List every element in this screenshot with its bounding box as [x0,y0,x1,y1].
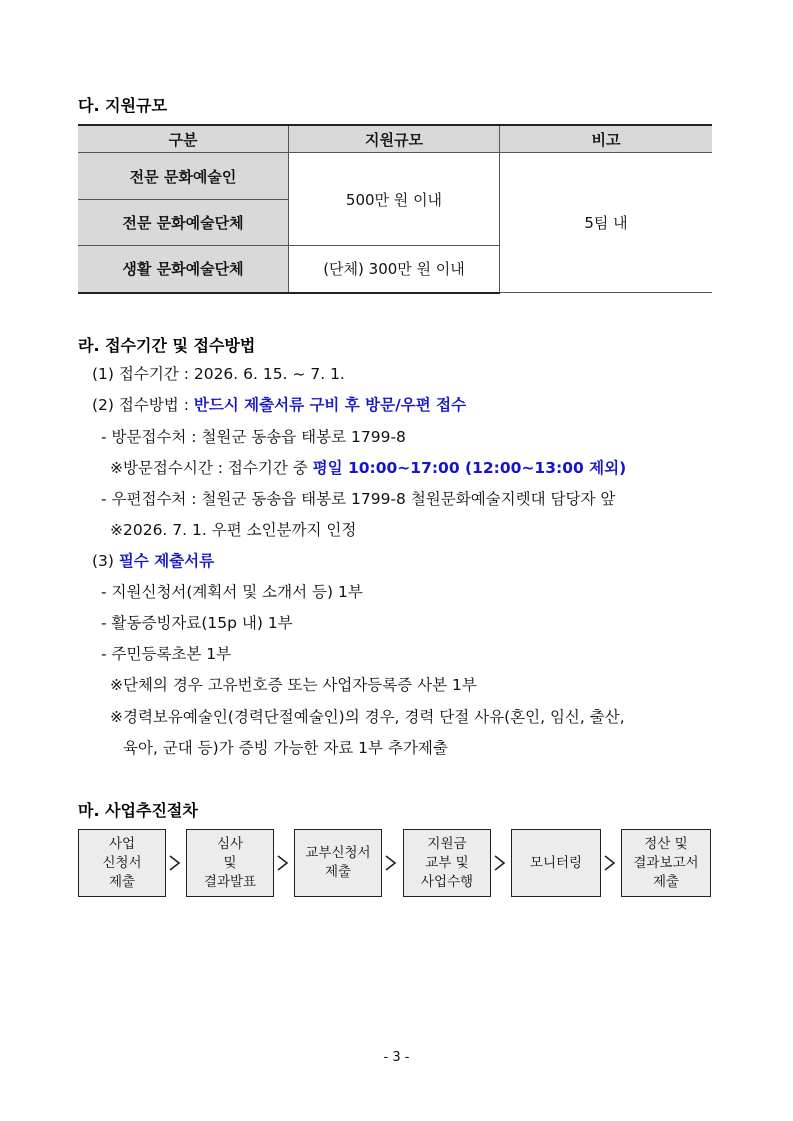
section-title-procedure: 마. 사업추진절차 [78,801,198,820]
category-cell: 전문 문화예술단체 [78,200,289,246]
table-header-row [78,125,712,153]
flow-step [511,829,601,897]
flow-step-label: 교부신청서 제출 [305,845,371,880]
application-period: (1) 접수기간 : 2026. 6. 15. ~ 7. 1. [92,365,345,383]
flow-step-label: 사업 신청서 제출 [102,835,142,890]
doc-note: ※단체의 경우 고유번호증 또는 사업자등록증 사본 1부 [110,676,477,694]
required-docs-heading [92,551,214,571]
mail-place: - 우편접수처 : 철원군 동송읍 태봉로 1799-8 철원문화예술지렛대 담당자 앞 [101,490,616,508]
section-title-support-scale: 다. 지원규모 [78,96,167,115]
chevron-right-icon [384,854,398,872]
required-docs-number: (3) [92,552,119,570]
visit-hours-label: ※방문접수시간 : 접수기간 중 [110,459,313,477]
doc-item: - 지원신청서(계획서 및 소개서 등) 1부 [101,583,363,601]
visit-place: - 방문접수처 : 철원군 동송읍 태봉로 1799-8 [101,428,406,446]
support-scale-table [78,124,712,294]
doc-item: - 활동증빙자료(15p 내) 1부 [101,614,293,632]
flow-step [78,829,166,897]
table-header-category: 구분 [78,125,289,153]
chevron-right-icon [493,854,507,872]
doc-note-continued: 육아, 군대 등)가 증빙 가능한 자료 1부 추가제출 [123,739,448,757]
application-method [92,395,466,415]
flow-step [621,829,711,897]
flow-step-label: 심사 및 결과발표 [203,835,257,890]
visit-hours [110,458,626,478]
application-method-label: (2) 접수방법 : [92,396,194,414]
table-header-amount: 지원규모 [289,125,500,153]
flow-step [403,829,491,897]
flow-step-label: 지원금 교부 및 사업수행 [420,835,474,890]
page-number: - 3 - [383,1050,410,1065]
chevron-right-icon [603,854,617,872]
doc-item: - 주민등록초본 1부 [101,645,232,663]
doc-note: ※경력보유예술인(경력단절예술인)의 경우, 경력 단절 사유(혼인, 임신, 출산, [110,708,625,726]
required-docs-highlight: 필수 제출서류 [118,552,215,570]
table-row [78,153,712,200]
chevron-right-icon [168,854,182,872]
flow-step-label: 모니터링 [529,854,583,871]
chevron-right-icon [276,854,290,872]
visit-hours-highlight: 평일 10:00~17:00 (12:00~13:00 제외) [312,459,627,477]
amount-cell: (단체) 300만 원 이내 [289,246,500,293]
mail-note: ※2026. 7. 1. 우편 소인분까지 인정 [110,521,357,539]
note-cell: 5팀 내 [500,153,713,293]
flow-step [186,829,274,897]
category-cell: 생활 문화예술단체 [78,246,289,293]
flow-step-label: 정산 및 결과보고서 제출 [633,835,699,890]
section-title-application: 라. 접수기간 및 접수방법 [78,336,256,355]
table-header-note: 비고 [500,125,713,153]
category-cell: 전문 문화예술인 [78,153,289,200]
application-method-highlight: 반드시 제출서류 구비 후 방문/우편 접수 [193,396,467,414]
flow-step [294,829,382,897]
amount-cell: 500만 원 이내 [289,153,500,246]
